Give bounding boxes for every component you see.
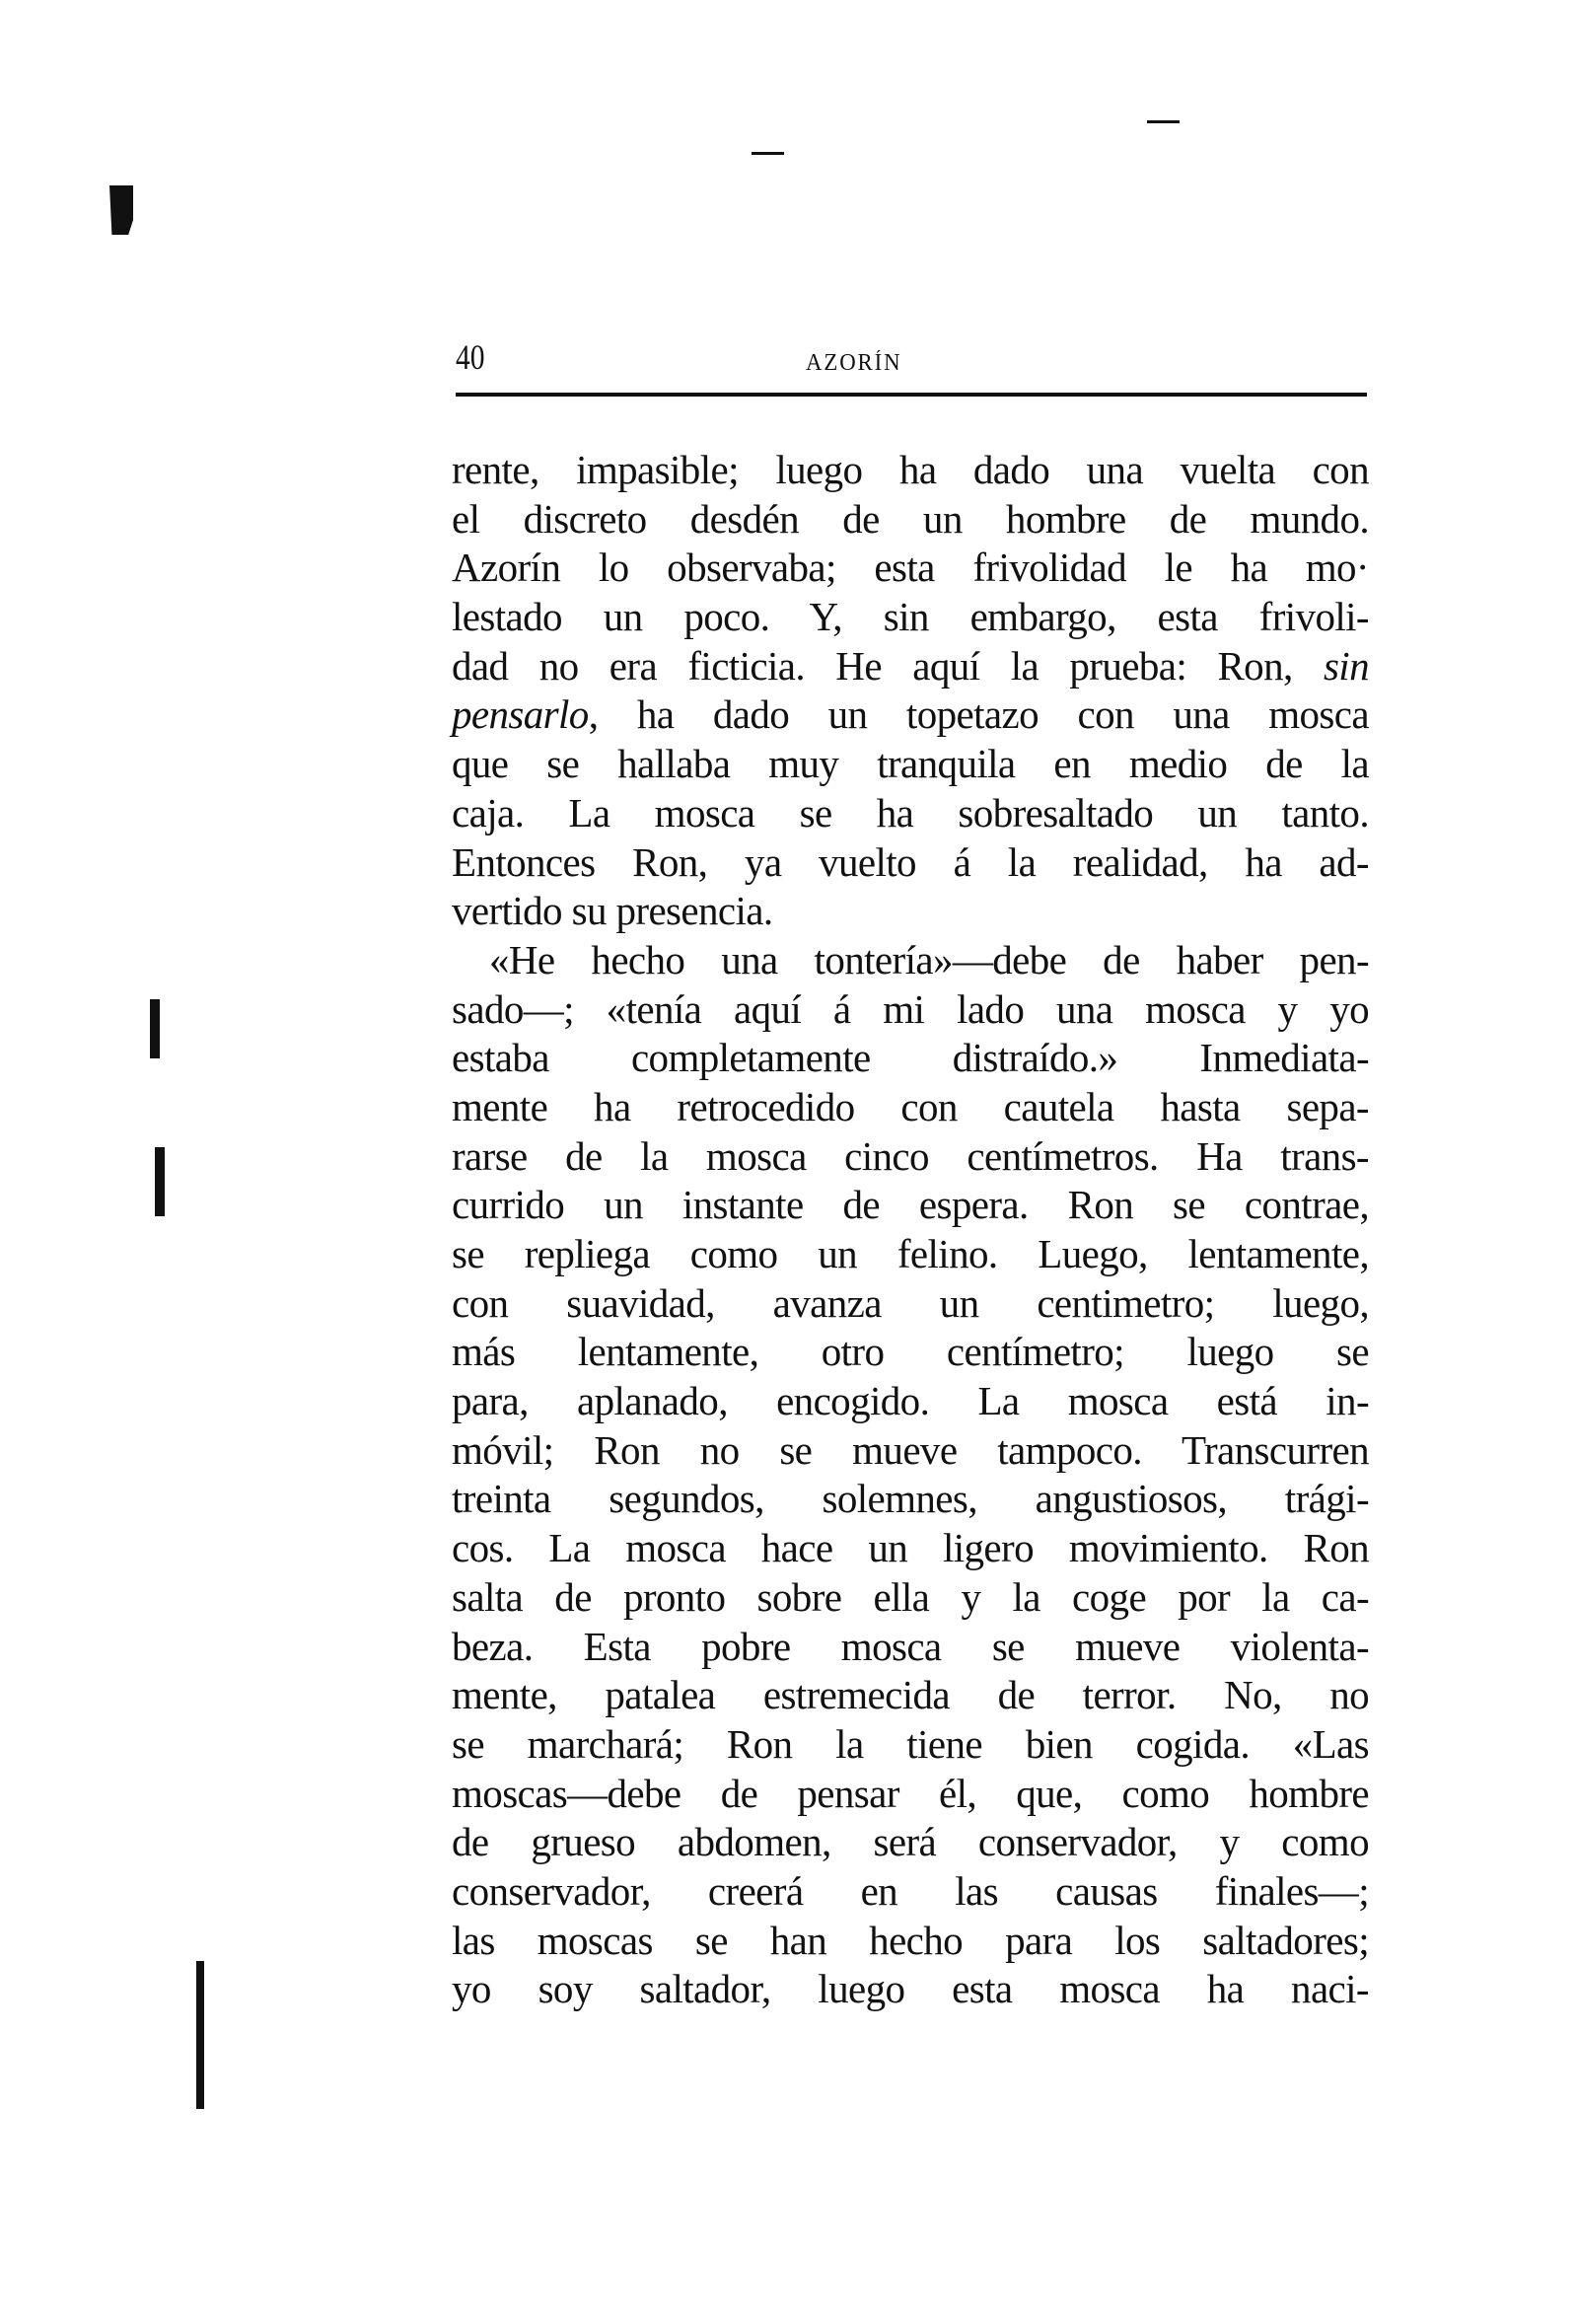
page-number: 40 (456, 337, 485, 377)
running-head: AZORÍN (806, 350, 902, 376)
scan-mark (752, 152, 784, 155)
text-line: de grueso abdomen, será conservador, y como (452, 1819, 1369, 1865)
text-line: conservador, creerá en las causas finales—; (452, 1867, 1369, 1914)
text-line: mente, patalea estremecida de terror. No, no (452, 1672, 1369, 1718)
text-line: moscas—debe de pensar él, que, como hombre (452, 1770, 1369, 1816)
scan-mark (150, 999, 160, 1058)
text-line: treinta segundos, solemnes, angustiosos, trági- (452, 1476, 1369, 1522)
text-line: salta de pronto sobre ella y la coge por la ca- (452, 1573, 1369, 1620)
text-line: rente, impasible; luego ha dado una vuelta con (452, 447, 1369, 492)
scan-mark (1147, 120, 1180, 123)
text-line: con suavidad, avanza un centimetro; luego, (452, 1279, 1369, 1326)
body-text (452, 446, 1369, 2014)
text-fragment: , ha dado un topetazo con una mosca (588, 691, 1369, 738)
text-line: Entonces Ron, ya vuelto á la realidad, ha ad- (452, 838, 1369, 885)
page-header (456, 335, 1368, 395)
text-line: rarse de la mosca cinco centímetros. Ha trans- (452, 1132, 1369, 1179)
text-line: beza. Esta pobre mosca se mueve violenta- (452, 1623, 1369, 1669)
text-line: vertido su presencia. (452, 888, 773, 934)
scan-mark (155, 1147, 165, 1216)
text-line: caja. La mosca se ha sobresaltado un tanto. (452, 789, 1369, 835)
text-fragment: dad no era ficticia. He aquí la prueba: Ron, (452, 642, 1293, 689)
text-line: más lentamente, otro centímetro; luego se (452, 1329, 1369, 1375)
text-line: móvil; Ron no se mueve tampoco. Transcurren (452, 1426, 1369, 1473)
text-line: sado—; «tenía aquí á mi lado una mosca y yo (452, 985, 1369, 1032)
text-line: el discreto desdén de un hombre de mundo. (452, 495, 1369, 542)
text-line: las moscas se han hecho para los saltadores; (452, 1917, 1369, 1963)
text-line: se repliega como un felino. Luego, lentamente, (452, 1231, 1369, 1276)
text-line: currido un instante de espera. Ron se contrae, (452, 1182, 1369, 1228)
text-line: que se hallaba muy tranquila en medio de la (452, 741, 1369, 787)
scan-mark (109, 185, 133, 235)
text-line (452, 642, 1369, 691)
text-line: lestado un poco. Y, sin embargo, esta frivoli- (452, 594, 1369, 640)
text-line: mente ha retrocedido con cautela hasta sepa- (452, 1083, 1369, 1129)
text-line: cos. La mosca hace un ligero movimiento. Ron (452, 1525, 1369, 1571)
text-line (452, 690, 1369, 740)
text-line: para, aplanado, encogido. La mosca está in- (452, 1378, 1369, 1424)
text-line: «He hecho una tontería»—debe de haber pen- (489, 936, 1369, 982)
scan-mark (196, 1961, 204, 2109)
italic-fragment: sin (1323, 642, 1369, 689)
header-rule (456, 393, 1367, 397)
text-line: se marchará; Ron la tiene bien cogida. «Las (452, 1720, 1369, 1767)
text-line: yo soy saltador, luego esta mosca ha naci- (452, 1966, 1369, 2012)
italic-fragment: pensarlo (452, 691, 589, 738)
text-line: estaba completamente distraído.» Inmediata- (452, 1035, 1369, 1081)
text-line: Azorín lo observaba; esta frivolidad le ha mo· (452, 545, 1369, 591)
